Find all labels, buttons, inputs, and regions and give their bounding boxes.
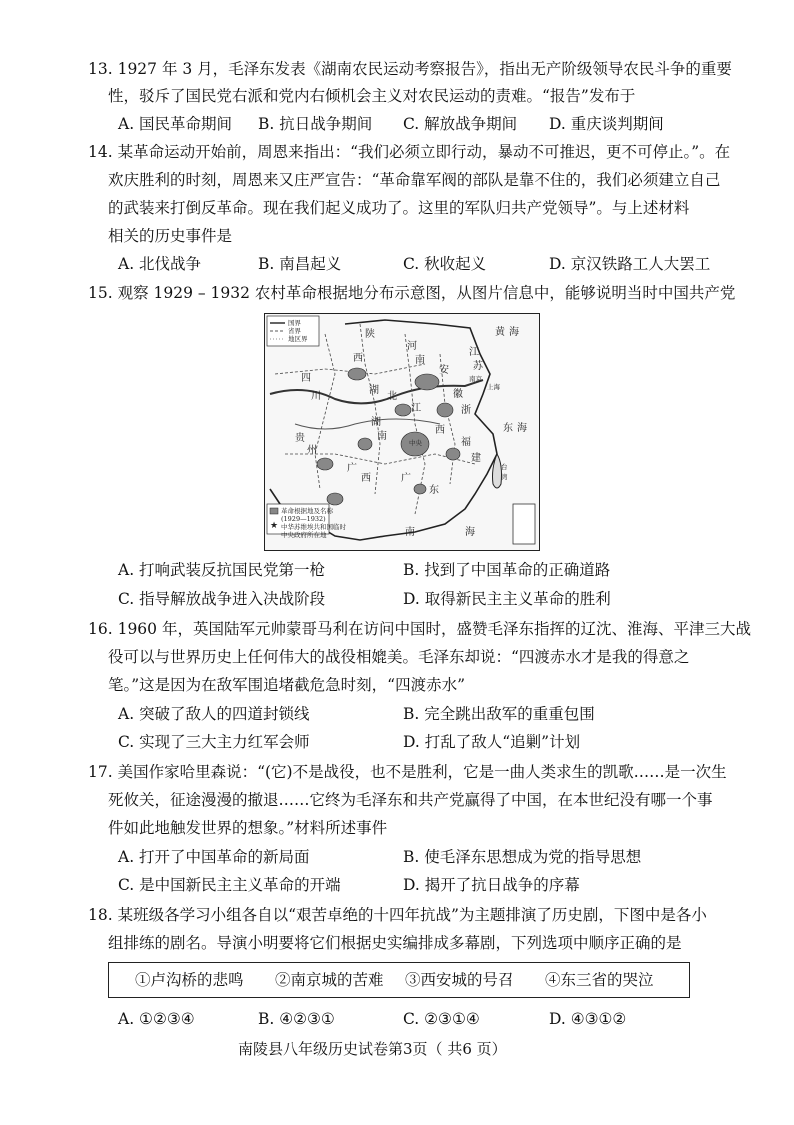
- q16-option-a: A. 突破了敌人的四道封锁线: [118, 705, 310, 723]
- q17-option-c: C. 是中国新民主主义革命的开端: [118, 876, 341, 894]
- q16-stem-line2: 役可以与世界历史上任何伟大的战役相媲美。毛泽东却说：“四渡赤水才是我的得意之: [108, 648, 690, 666]
- map-legend-years: (1929—1932): [281, 515, 326, 523]
- q15-option-b: B. 找到了中国革命的正确道路: [403, 561, 611, 579]
- play-title-4: ④东三省的哭泣: [545, 971, 654, 989]
- map-legend-region: 地区界: [288, 335, 308, 343]
- q17-option-d: D. 揭开了抗日战争的序幕: [403, 876, 580, 894]
- map-label-east-sea-2: 海: [517, 423, 527, 434]
- map-label-bei: 北: [387, 391, 397, 402]
- map-label-central: 中央: [409, 439, 422, 447]
- q18-stem-line2: 组排练的剧名。导演小明要将它们根据史实编排成多幕剧，下列选项中顺序正确的是: [108, 934, 682, 952]
- q14-option-c: C. 秋收起义: [403, 255, 487, 273]
- map-label-hui: 徽: [453, 389, 463, 400]
- q17-stem-line3: 件如此地触发世界的想象。”材料所述事件: [108, 819, 388, 837]
- q17-option-b: B. 使毛泽东思想成为党的指导思想: [403, 848, 642, 866]
- q16-option-b: B. 完全跳出敌军的重重包围: [403, 705, 595, 723]
- q13-option-d: D. 重庆谈判期间: [549, 115, 664, 133]
- q14-stem-line3: 的武装来打倒反革命。现在我们起义成功了。这里的军队归共产党领导”。与上述材料: [108, 199, 690, 217]
- map-label-gui: 贵: [295, 433, 305, 444]
- q17-stem-line1: 17. 美国作家哈里森说：“(它)不是战役，也不是胜利，它是一曲人类求生的凯歌……是一次生: [88, 763, 727, 781]
- map-label-fu: 福: [461, 437, 471, 448]
- q18-stem-line1: 18. 某班级各学习小组各自以“艰苦卓绝的十四年抗战”为主题排演了历史剧，下图中是各小: [88, 906, 707, 924]
- q17-stem-line2: 死攸关，征途漫漫的撤退……它终为毛泽东和共产党赢得了中国，在本世纪没有哪一个事: [108, 791, 713, 809]
- map-label-jian: 建: [471, 453, 481, 464]
- map-label-chuan: 川: [311, 391, 321, 402]
- map-label-xi-1: 西: [353, 353, 363, 364]
- map-label-si: 四: [301, 373, 311, 384]
- q14-option-b: B. 南昌起义: [258, 255, 342, 273]
- q17-option-a: A. 打开了中国革命的新局面: [118, 848, 310, 866]
- map-label-guang-2: 广: [401, 473, 411, 484]
- q16-stem-line3: 笔。”这是因为在敌军围追堵截危急时刻，“四渡赤水”: [108, 676, 466, 694]
- page-footer: 南陵县八年级历史试卷第3页（ 共6 页）: [238, 1040, 507, 1058]
- q13-option-c: C. 解放战争期间: [403, 115, 518, 133]
- q13-stem-line1: 13. 1927 年 3 月，毛泽东发表《湖南农民运动考察报告》，指出无产阶级领导农民斗争的重要: [88, 60, 732, 78]
- map-label-zhou: 州: [307, 445, 317, 456]
- q14-stem-line4: 相关的历史事件是: [108, 227, 233, 245]
- map-label-shanghai: 上海: [487, 383, 500, 391]
- q13-option-b: B. 抗日战争期间: [258, 115, 373, 133]
- q15-stem-line1: 15. 观察 1929 – 1932 农村革命根据地分布示意图，从图片信息中，能够说明当时中国共产党: [88, 284, 736, 302]
- map-label-dong: 东: [429, 485, 439, 496]
- play-title-2: ②南京城的苦难: [275, 971, 384, 989]
- map-label-jiang-2: 江: [411, 403, 421, 414]
- map-label-yellow-sea-2: 海: [509, 327, 519, 338]
- q14-stem-line2: 欢庆胜利的时刻，周恩来又庄严宣告：“革命靠军阀的部队是靠不住的，我们必须建立自己: [108, 171, 721, 189]
- map-legend-national: 国界: [288, 319, 301, 327]
- map-label-jiang-1: 江: [469, 347, 479, 358]
- map-label-shaan: 陕: [365, 329, 375, 340]
- q15-option-d: D. 取得新民主主义革命的胜利: [403, 590, 611, 608]
- map-legend-province: 省界: [288, 327, 301, 335]
- map-label-hu-1: 湖: [369, 385, 379, 396]
- map-label-south-sea-1: 南: [405, 527, 415, 538]
- map-label-east-sea-1: 东: [503, 423, 513, 434]
- q18-option-d: D. ④③①②: [549, 1010, 627, 1028]
- q18-option-c: C. ②③①④: [403, 1010, 480, 1028]
- map-label-xi-2: 西: [435, 425, 445, 436]
- map-label-tai: 台: [501, 463, 508, 471]
- map-label-he: 河: [407, 341, 417, 352]
- map-label-xi-3: 西: [361, 473, 371, 484]
- q14-option-a: A. 北伐战争: [118, 255, 202, 273]
- map-label-south-sea-2: 海: [465, 527, 475, 538]
- q16-option-c: C. 实现了三大主力红军会师: [118, 733, 310, 751]
- q18-option-a: A. ①②③④: [118, 1010, 195, 1028]
- map-label-nan-1: 南: [415, 355, 425, 366]
- q13-stem-line2: 性，驳斥了国民党右派和党内右倾机会主义对农民运动的责难。“报告”发布于: [108, 87, 636, 105]
- map-label-zhe: 浙: [461, 405, 471, 416]
- q13-option-a: A. 国民革命期间: [118, 115, 233, 133]
- q15-option-a: A. 打响武装反抗国民党第一枪: [118, 561, 326, 579]
- map-legend-soviet: 中华苏维埃共和国临时: [281, 523, 346, 531]
- play-title-1: ①卢沟桥的悲鸣: [135, 971, 244, 989]
- map-label-yellow-sea-1: 黄: [495, 327, 505, 338]
- map-legend-base-area: 革命根据地及名称: [281, 507, 333, 515]
- map-legend-capital: 中央政府所在地: [281, 531, 327, 539]
- map-label-su: 苏: [473, 361, 483, 372]
- play-titles-box: [108, 962, 690, 998]
- q16-option-d: D. 打乱了敌人“追剿”计划: [403, 733, 581, 751]
- q15-option-c: C. 指导解放战争进入决战阶段: [118, 590, 326, 608]
- map-label-nan-2: 南: [377, 431, 387, 442]
- q18-option-b: B. ④②③①: [258, 1010, 335, 1028]
- map-label-hu-2: 湖: [371, 417, 381, 428]
- q14-option-d: D. 京汉铁路工人大罢工: [549, 255, 711, 273]
- map-label-guang-1: 广: [347, 463, 357, 474]
- q16-stem-line1: 16. 1960 年，英国陆军元帅蒙哥马利在访问中国时，盛赞毛泽东指挥的辽沈、淮海、平津三大战: [88, 620, 751, 638]
- map-label-nanjing: 南京: [469, 375, 482, 383]
- q14-stem-line1: 14. 某革命运动开始前，周恩来指出：“我们必须立即行动，暴动不可推迟，更不可停止。”。在: [88, 143, 731, 161]
- play-title-3: ③西安城的号召: [405, 971, 514, 989]
- svg-text:★: ★: [269, 521, 279, 531]
- base-area-map: [264, 313, 540, 551]
- map-label-an: 安: [439, 365, 449, 376]
- map-label-wan: 湾: [501, 473, 508, 481]
